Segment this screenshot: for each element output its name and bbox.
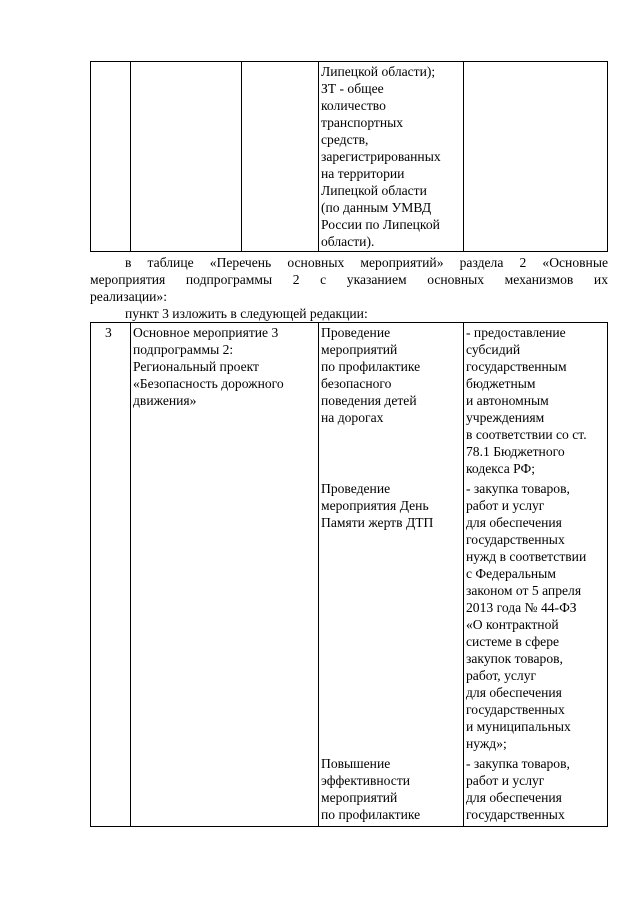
cell-line: законом от 5 апреля	[466, 583, 582, 598]
cell-line: Проведение	[321, 325, 391, 340]
cell-line: учреждениям	[466, 410, 545, 425]
cell-line: поведения детей	[321, 393, 417, 408]
table-1-col-line-1	[130, 61, 131, 252]
cell-line: мероприятий	[321, 790, 398, 805]
cell-line: подпрограммы 2:	[133, 342, 234, 357]
paragraph-line-2: мероприятия подпрограммы 2 с указанием основных механизмов их	[90, 272, 608, 287]
cell-line: - закупка товаров,	[466, 756, 570, 771]
table-2-col-line-1	[130, 322, 131, 827]
cell-line: мероприятий	[321, 342, 398, 357]
cell-line: зарегистрированных	[321, 149, 441, 164]
table-2-col-line-0	[90, 322, 91, 827]
table-1-top-border	[90, 61, 608, 62]
cell-line: области).	[321, 234, 375, 249]
table-2-col-line-2	[318, 322, 319, 827]
cell-line: «О контрактной	[466, 617, 559, 632]
cell-line: системе в сфере	[466, 634, 560, 649]
table-1-col-line-3	[318, 61, 319, 252]
cell-line: 78.1 Бюджетного	[466, 444, 565, 459]
table-1-col-line-4	[463, 61, 464, 252]
cell-line: государственных	[466, 807, 565, 822]
cell-line: кодекса РФ;	[466, 461, 536, 476]
cell-line: государственных	[466, 702, 565, 717]
cell-line: (по данным УМВД	[321, 200, 432, 215]
cell-line: государственных	[466, 532, 565, 547]
cell-line: мероприятия День	[321, 498, 429, 513]
cell-line: количество	[321, 98, 386, 113]
cell-line: - предоставление	[466, 325, 566, 340]
cell-line: Липецкой области);	[321, 64, 436, 79]
cell-line: и муниципальных	[466, 719, 571, 734]
cell-line: и автономным	[466, 393, 549, 408]
table-2-bottom-border	[90, 826, 608, 827]
cell-line: государственным	[466, 359, 567, 374]
cell-line: - закупка товаров,	[466, 481, 570, 496]
cell-line: субсидий	[466, 342, 521, 357]
cell-line: для обеспечения	[466, 790, 562, 805]
table-1-bottom-border	[90, 251, 608, 252]
paragraph-line-1: в таблице «Перечень основных мероприятий» раздела 2 «Основные	[125, 255, 608, 270]
table-1-col-line-2	[241, 61, 242, 252]
cell-line: Липецкой области	[321, 183, 427, 198]
cell-line: средств,	[321, 132, 369, 147]
cell-line: работ, услуг	[466, 668, 537, 683]
cell-line: в соответствии со ст.	[466, 427, 587, 442]
table-1-col-line-0	[90, 61, 91, 252]
cell-line: на дорогах	[321, 410, 384, 425]
cell-line: Основное мероприятие 3	[133, 325, 279, 340]
cell-line: с Федеральным	[466, 566, 556, 581]
table-1-col-line-5	[607, 61, 608, 252]
cell-line: Проведение	[321, 481, 391, 496]
cell-line: России по Липецкой	[321, 217, 440, 232]
table-2-col-line-3	[463, 322, 464, 827]
cell-line: Региональный проект	[133, 359, 259, 374]
cell-line: по профилактике	[321, 359, 421, 374]
cell-line: безопасного	[321, 376, 392, 391]
cell-line: Памяти жертв ДТП	[321, 515, 434, 530]
cell-line: нужд в соответствии	[466, 549, 587, 564]
cell-line: транспортных	[321, 115, 404, 130]
cell-line: движения»	[133, 393, 197, 408]
row-number: 3	[105, 325, 112, 340]
cell-line: 2013 года № 44-ФЗ	[466, 600, 577, 615]
cell-line: для обеспечения	[466, 685, 562, 700]
cell-line: «Безопасность дорожного	[133, 376, 284, 391]
paragraph-line-3: реализации»:	[90, 289, 168, 304]
cell-line: закупок товаров,	[466, 651, 563, 666]
table-2-col-line-4	[607, 322, 608, 827]
cell-line: на территории	[321, 166, 405, 181]
cell-line: по профилактике	[321, 807, 421, 822]
cell-line: работ и услуг	[466, 498, 545, 513]
cell-line: для обеспечения	[466, 515, 562, 530]
cell-line: Повышение	[321, 756, 391, 771]
cell-line: нужд»;	[466, 736, 507, 751]
cell-line: работ и услуг	[466, 773, 545, 788]
cell-line: бюджетным	[466, 376, 536, 391]
cell-line: ЗТ - общее	[321, 81, 384, 96]
table-2-top-border	[90, 322, 608, 323]
paragraph-line-4: пункт 3 изложить в следующей редакции:	[125, 306, 368, 321]
cell-line: эффективности	[321, 773, 411, 788]
